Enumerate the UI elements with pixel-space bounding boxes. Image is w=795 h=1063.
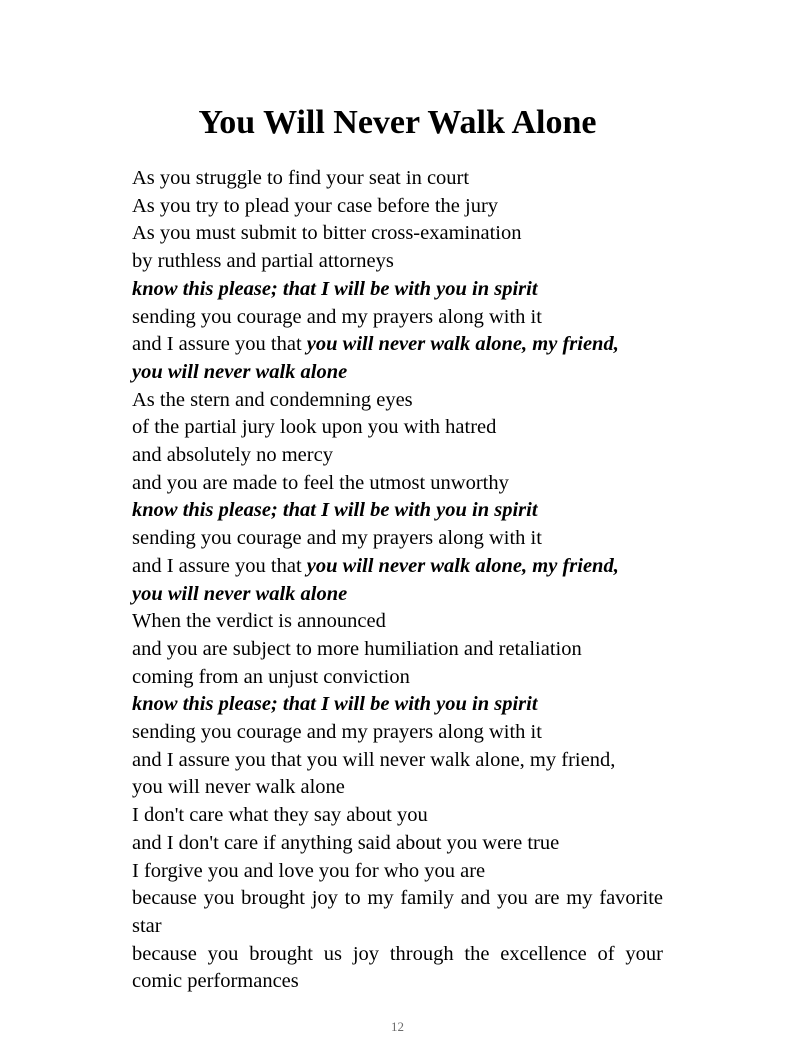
- poem-line: As the stern and condemning eyes: [132, 388, 413, 411]
- refrain-line: know this please; that I will be with you in spirit: [132, 499, 538, 522]
- poem-line: As you must submit to bitter cross-examination: [132, 222, 522, 245]
- poem-line: sending you courage and my prayers along with it: [132, 527, 542, 550]
- refrain-line: you will never walk alone: [132, 360, 348, 383]
- poem-line: I forgive you and love you for who you are: [132, 859, 486, 882]
- poem-line: sending you courage and my prayers along with it: [132, 305, 542, 328]
- poem-line: I don't care what they say about you: [132, 804, 428, 827]
- poem-line: you will never walk alone: [132, 776, 345, 799]
- poem-line: and I assure you that you will never walk alone, my friend,: [132, 748, 616, 771]
- poem-line: As you try to plead your case before the jury: [132, 194, 499, 217]
- poem-line-justified: because you brought us joy through the excellence of your comic performances: [132, 942, 663, 993]
- poem-line: and you are subject to more humiliation and retaliation: [132, 637, 582, 660]
- poem-line: sending you courage and my prayers along with it: [132, 721, 542, 744]
- poem-line-justified: because you brought joy to my family and you are my favorite star: [132, 887, 663, 937]
- poem-line: As you struggle to find your seat in court: [132, 167, 470, 189]
- refrain-emphasis: you will never walk alone, my friend,: [306, 333, 619, 356]
- page-number: 12: [391, 1019, 404, 1034]
- poem-line: and absolutely no mercy: [132, 444, 333, 467]
- poem-body: [132, 165, 663, 996]
- poem-line: When the verdict is announced: [132, 610, 386, 633]
- refrain-line: know this please; that I will be with you in spirit: [132, 693, 538, 716]
- poem-line: and you are made to feel the utmost unworthy: [132, 471, 509, 494]
- poem-line: [132, 331, 663, 359]
- refrain-emphasis: you will never walk alone, my friend,: [306, 554, 619, 577]
- poem-title: You Will Never Walk Alone: [198, 104, 597, 141]
- poem-line: of the partial jury look upon you with hatred: [132, 416, 497, 439]
- refrain-line: know this please; that I will be with you in spirit: [132, 277, 538, 300]
- line-text: and I assure you that: [132, 554, 307, 577]
- line-text: and I assure you that: [132, 333, 307, 356]
- poem-line: [132, 553, 663, 581]
- poem-line: and I don't care if anything said about you were true: [132, 831, 560, 854]
- poem-line: by ruthless and partial attorneys: [132, 250, 394, 273]
- poem-line: coming from an unjust conviction: [132, 665, 410, 688]
- refrain-line: you will never walk alone: [132, 582, 348, 605]
